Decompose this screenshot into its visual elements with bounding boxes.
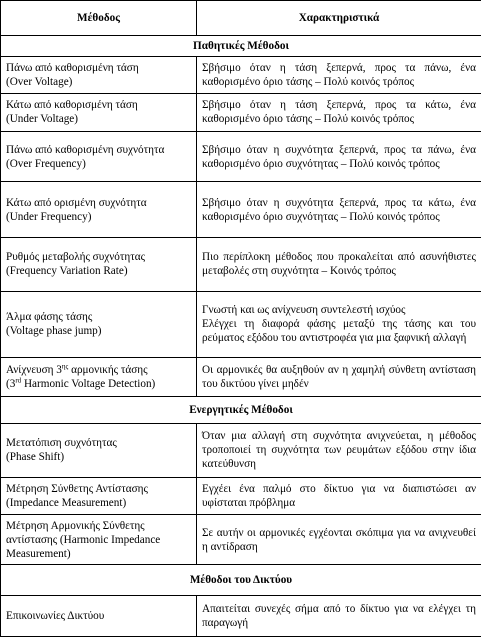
section-row-passive xyxy=(1,36,481,57)
description-cell xyxy=(197,291,481,357)
method-cell xyxy=(1,131,197,182)
method-name-en: (Over Frequency) xyxy=(6,157,86,170)
method-name-en: (Under Voltage) xyxy=(6,113,78,126)
table-row xyxy=(1,595,481,636)
table-row xyxy=(1,182,481,238)
section-row-network xyxy=(1,564,481,595)
description-cell: Πιο περίπλοκη μέθοδος που προκαλείται από ασυνήθιστες μεταβολές στη συχνότητα – Κοινός τρόπος xyxy=(197,238,481,292)
section-title-active: Ενεργητικές Μέθοδοι xyxy=(1,396,481,423)
table-row xyxy=(1,93,481,131)
method-cell: Επικοινωνίες Δικτύου xyxy=(1,595,197,636)
table-row xyxy=(1,238,481,292)
table-row xyxy=(1,56,481,93)
description-cell: Σβήσιμο όταν η τάση ξεπερνά, προς τα κάτω, ένα καθορισμένο όριο τάσης – Πολύ κοινός τρόπος xyxy=(197,93,481,131)
table-row xyxy=(1,131,481,182)
method-name-en: (Phase Shift) xyxy=(6,451,65,464)
method-cell xyxy=(1,93,197,131)
method-name: Μέτρηση Σύνθετης Αντίστασης xyxy=(6,483,148,496)
description-cell: Σβήσιμο όταν η συχνότητα ξεπερνά, προς τα κάτω, ένα καθορισμένο όριο συχνότητας – Πολύ κοινός τρόπος xyxy=(197,182,481,238)
table-row xyxy=(1,291,481,357)
description-cell: Οι αρμονικές θα αυξηθούν αν η χαμηλή σύνθετη αντίσταση του δικτύου γίνει μηδέν xyxy=(197,357,481,396)
table-header-row xyxy=(1,1,481,36)
description-cell: Σε αυτήν οι αρμονικές εγχέονται σκόπιμα για να ανιχνευθεί η αντίδραση xyxy=(197,515,481,564)
description-cell: Σβήσιμο όταν η συχνότητα ξεπερνά, προς τα πάνω, ένα καθορισμένο όριο συχνότητας – Πολύ κοινός τρόπος xyxy=(197,131,481,182)
method-name: Πάνω από καθορισμένη συχνότητα xyxy=(6,143,165,156)
description-cell: Απαιτείται συνεχές σήμα από το δίκτυο για να ελέγχει τη παραγωγή xyxy=(197,595,481,636)
method-cell xyxy=(1,357,197,396)
method-cell xyxy=(1,182,197,238)
section-title-network: Μέθοδοι του Δικτύου xyxy=(1,564,481,595)
method-cell xyxy=(1,238,197,292)
table-row xyxy=(1,423,481,478)
description-cell: Εγχέει ένα παλμό στο δίκτυο για να διαπιστώσει αν υφίσταται πρόβλημα xyxy=(197,478,481,515)
method-name-en: (Under Frequency) xyxy=(6,210,92,223)
method-cell xyxy=(1,423,197,478)
method-name-en: (Over Voltage) xyxy=(6,75,73,88)
method-name: Πάνω από καθορισμένη τάση xyxy=(6,61,139,74)
column-header-method: Μέθοδος xyxy=(1,1,197,36)
description-text: Ελέγχει τη διαφορά φάσης μεταξύ της τάσης και του ρεύματος εξόδου του αντιστροφέα για μια ξαφνική αλλαγή xyxy=(202,318,476,345)
table-row xyxy=(1,357,481,396)
table-row xyxy=(1,478,481,515)
method-cell: Μέτρηση Αρμονικής Σύνθετης αντίστασης (Harmonic Impedance Measurement) xyxy=(1,515,197,564)
description-cell: Όταν μια αλλαγή στη συχνότητα ανιχνεύεται, η μέθοδος τροποποιεί τη συχνότητα των ρευμάτων εξόδου στην ίδια κατεύθυνση xyxy=(197,423,481,478)
method-name: Κάτω από ορισμένη συχνότητα xyxy=(6,196,147,209)
method-name: Μετατόπιση συχνότητας xyxy=(6,437,117,450)
method-name: Κάτω από καθορισμένη τάση xyxy=(6,99,138,112)
method-cell xyxy=(1,478,197,515)
method-cell xyxy=(1,291,197,357)
method-name-en: (Voltage phase jump) xyxy=(6,325,102,338)
description-line: Γνωστή και ως ανίχνευση συντελεστή ισχύος xyxy=(202,304,406,317)
method-name-en: (Impedance Measurement) xyxy=(6,497,127,510)
description-cell: Σβήσιμο όταν η τάση ξεπερνά, προς τα πάνω, ένα καθορισμένο όριο τάσης – Πολύ κοινός τρόπος xyxy=(197,56,481,93)
section-row-active xyxy=(1,396,481,423)
method-name: Ανίχνευση $3^{\eta\varsigma}$ αρμονικής τάσης xyxy=(6,361,148,376)
column-header-features: Χαρακτηριστικά xyxy=(197,1,481,36)
section-title-passive: Παθητικές Μέθοδοι xyxy=(1,36,481,57)
method-name: Ρυθμός μεταβολής συχνότητας xyxy=(6,251,146,264)
table-row xyxy=(1,515,481,564)
method-name-en: (Frequency Variation Rate) xyxy=(6,265,128,278)
method-cell xyxy=(1,56,197,93)
method-name: Άλμα φάσης τάσης xyxy=(6,311,93,324)
method-name-en: (3rd Harmonic Voltage Detection) xyxy=(6,375,156,390)
